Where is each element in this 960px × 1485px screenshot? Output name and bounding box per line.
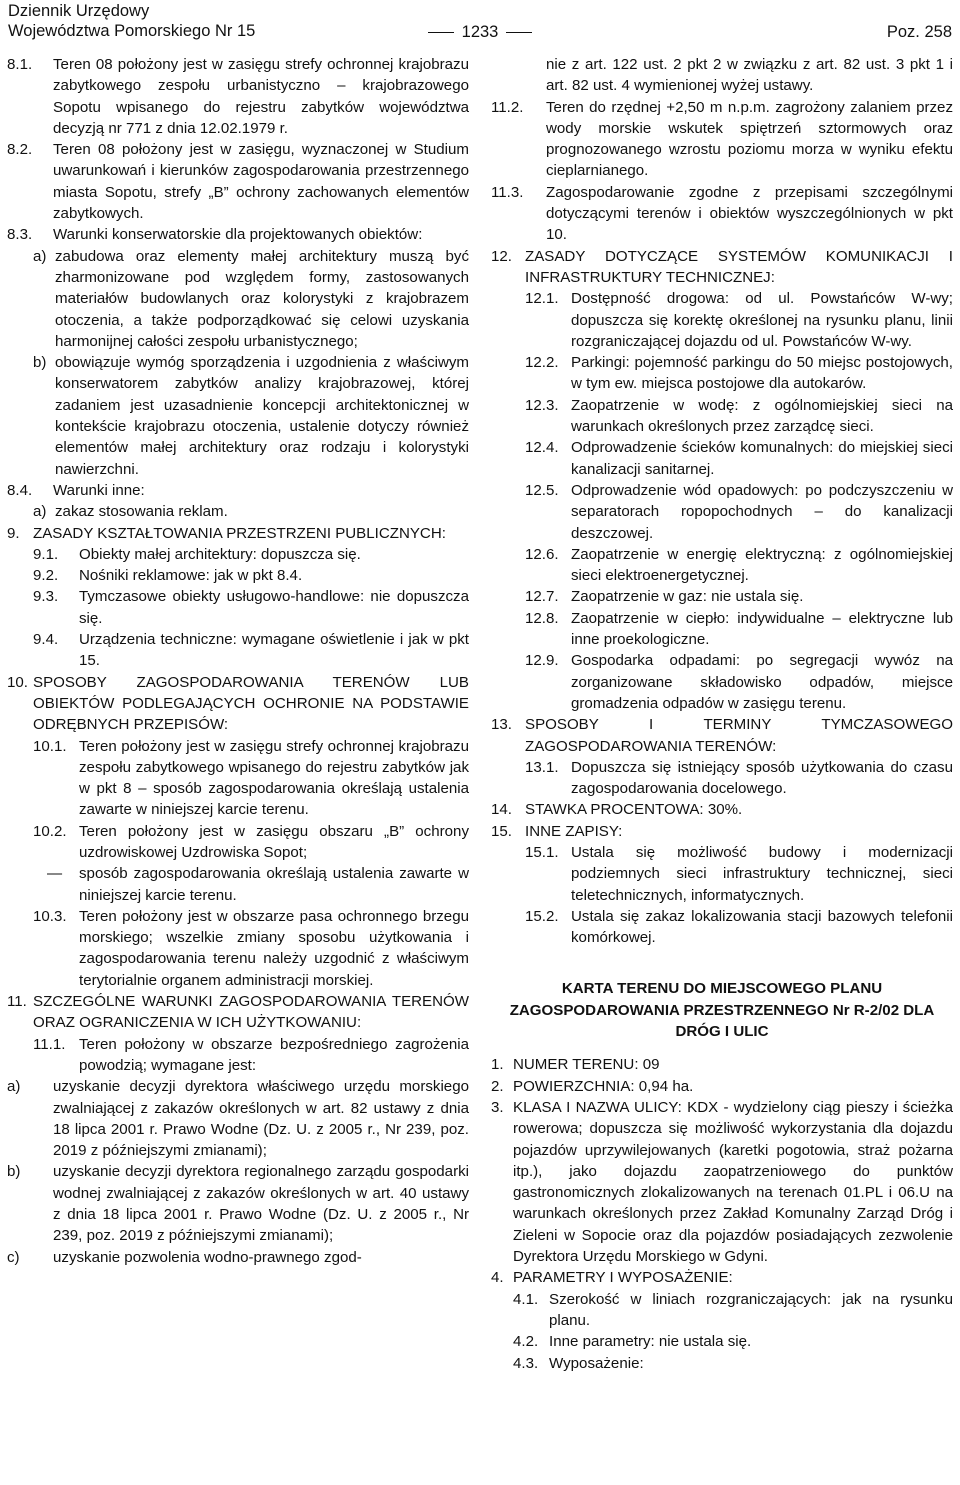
- paragraph-15-2: 15.2. Ustala się zakaz lokalizowania stacji bazowych telefonii komórkowej.: [525, 907, 953, 947]
- paragraph-12-5: 12.5. Odprowadzenie wód opadowych: po podczyszczeniu w separatorach ropopochodnych – do kanalizacji deszczowej.: [525, 481, 953, 542]
- paragraph-8-3-b: b) obowiązuje wymóg sporządzenia i uzgodnienia z właściwym konserwatorem zabytków analizy krajobrazowej, której zadaniem jest uzasadnienie koncepcji architektonicznej w kontekście krajobrazu otoczenia, ustalenie dotyczy również elementów małej architektury oraz rodzaju i kolorystyki nawierzchni.: [33, 354, 469, 478]
- card-item-1: 1. NUMER TERENU: 09: [491, 1056, 660, 1074]
- paragraph-9-2: 9.2. Nośniki reklamowe: jak w pkt 8.4.: [33, 567, 303, 585]
- card-item-3: 3. KLASA I NAZWA ULICY: KDX - wydzielony ciąg pieszy i ścieżka rowerowa; dopuszcza się możliwość wykorzystania dla dojazdu pojazdów uprzywilejowanych (karetki pogotowia, straż pożarna itp.), jako dojazdu zaopatrzeniowego do punktów gastronomicznych zlokalizowanych na terenach 01.PL i 06.U na warunkach określonych przez Zakład Komunalny Zarząd Dróg i Zieleni w Sopocie oraz dla pojazdów posiadających zezwolenie Dyrektora Urzędu Morskiego w Gdyni.: [491, 1098, 953, 1266]
- paragraph-8-3-a: a) zabudowa oraz elementy małej architektury muszą być zharmonizowane pod względem formy, zastosowanych materiałów budowlanych oraz kolorystyki z krajobrazem otoczenia, a także podporządkować się celowi uzyskania harmonijnej całości zespołu urbanistycznego;: [33, 247, 469, 350]
- card-title: KARTA TERENU DO MIEJSCOWEGO PLANU ZAGOSPODAROWANIA PRZESTRZENNEGO Nr R-2/02 DLA DRÓG I ULIC: [509, 980, 935, 1041]
- section-12: 12. ZASADY DOTYCZĄCE SYSTEMÓW KOMUNIKACJI I INFRASTRUKTURY TECHNICZNEJ:: [491, 247, 953, 286]
- paragraph-11-1: 11.1. Teren położony w obszarze bezpośredniego zagrożenia powodzią; wymagane jest:: [33, 1035, 469, 1074]
- paragraph-8-3: 8.3. Warunki konserwatorskie dla projektowanych obiektów:: [7, 226, 423, 244]
- page-header: [0, 0, 960, 50]
- section-13: 13. SPOSOBY I TERMINY TYMCZASOWEGO ZAGOSPODAROWANIA TERENÓW:: [491, 716, 953, 755]
- publication-name: Dziennik Urzędowy: [8, 2, 150, 20]
- paragraph-11-2: 11.2. Teren do rzędnej +2,50 m n.p.m. zagrożony zalaniem przez wody morskie wskutek spiętrzeń sztormowych oraz prognozowanego wzrostu poziomu morza w wyniku efektu cieplarnianego.: [491, 98, 953, 180]
- paragraph-12-4: 12.4. Odprowadzenie ścieków komunalnych: do miejskiej sieci kanalizacji sanitarnej.: [525, 439, 953, 478]
- paragraph-8-1: 8.1. Teren 08 położony jest w zasięgu strefy ochronnej krajobrazu zabytkowego zespołu urbanistyczno – krajobrazowego Sopotu wpisanego do rejestru zabytków województwa decyzją nr 771 z dnia 12.02.1979 r.: [7, 56, 469, 137]
- section-10: 10. SPOSOBY ZAGOSPODAROWANIA TERENÓW LUB OBIEKTÓW PODLEGAJĄCYCH OCHRONIE NA PODSTAWIE ODRĘBNYCH PRZEPISÓW:: [7, 673, 469, 734]
- paragraph-11-1-b: b) uzyskanie decyzji dyrektora regionalnego zarządu gospodarki wodnej zwalniającej z zakazów określonych w art. 40 ustawy z dnia 18 lipca 2001 r. Prawo Wodne (Dz. U. z 2005 r., Nr 239, poz. 2019 z późniejszymi zmianami);: [7, 1163, 469, 1245]
- section-9: 9. ZASADY KSZTAŁTOWANIA PRZESTRZENI PUBLICZNYCH:: [7, 524, 446, 542]
- paragraph-12-1: 12.1. Dostępność drogowa: od ul. Powstańców W-wy; dopuszcza się korektę określonej na rysunku planu, linii rozgraniczającej dojazdu od ul. Powstańców W-wy.: [525, 290, 953, 350]
- paragraph-12-9: 12.9. Gospodarka odpadami: po segregacji wywóz na zorganizowane składowisko odpadów, miejsce gromadzenia odpadów w zasięgu terenu.: [525, 652, 953, 712]
- paragraph-8-4-a: a) zakaz stosowania reklam.: [33, 503, 228, 521]
- card-item-4: 4. PARAMETRY I WYPOSAŻENIE:: [491, 1269, 733, 1287]
- paragraph-8-2: 8.2. Teren 08 położony jest w zasięgu, wyznaczonej w Studium uwarunkowań i kierunków zagospodarowania przestrzennego miasta Sopotu, strefy „B” ochrony zachowanych elementów zabytkowych.: [7, 141, 469, 223]
- paragraph-12-6: 12.6. Zaopatrzenie w energię elektryczną: z ogólnomiejskiej sieci elektroenergetycznej.: [525, 545, 953, 585]
- paragraph-10-2: 10.2. Teren położony jest w zasięgu obszaru „B” ochrony uzdrowiskowej Uzdrowiska Sopot;: [33, 822, 469, 861]
- paragraph-10-2-dash: — sposób zagospodarowania określają ustalenia zawarte w niniejszej karcie terenu.: [47, 865, 469, 904]
- card-item-4-1: 4.1. Szerokość w liniach rozgraniczających: jak na rysunku planu.: [513, 1290, 953, 1329]
- paragraph-11-3: 11.3. Zagospodarowanie zgodne z przepisami szczególnymi dotyczącymi terenów i obiektów wyszczególnionych w pkt 10.: [491, 183, 953, 244]
- paragraph-10-3: 10.3. Teren położony jest w obszarze pasa ochronnego brzegu morskiego; wszelkie zmiany sposobu użytkowania i zagospodarowania terenu należy uzgodnić z właściwym terytorialnie organem administracji morskiej.: [33, 907, 469, 989]
- paragraph-12-2: 12.2. Parkingi: pojemność parkingu do 50 miejsc postojowych, w tym ew. miejsca postojowe dla autokarów.: [525, 354, 953, 393]
- section-15: 15. INNE ZAPISY:: [491, 822, 623, 840]
- paragraph-10-1: 10.1. Teren położony jest w zasięgu strefy ochronnej krajobrazu zespołu zabytkowego wpisanego do rejestru zabytków jak w pkt 8 – sposób zagospodarowania określają ustalenia zawarte w niniejszej karcie terenu.: [33, 737, 469, 819]
- paragraph-12-8: 12.8. Zaopatrzenie w ciepło: indywidualne – elektryczne lub inne proekologiczne.: [525, 609, 953, 649]
- position-number: Poz. 258: [886, 23, 952, 41]
- paragraph-11-1-c: c) uzyskanie pozwolenia wodno-prawnego zgod-: [7, 1248, 362, 1266]
- card-item-2: 2. POWIERZCHNIA: 0,94 ha.: [491, 1077, 694, 1095]
- paragraph-11-1-a: a) uzyskanie decyzji dyrektora właściwego urzędu morskiego zwalniającej z zakazów określonych w art. 82 ustawy z dnia 18 lipca 2001 r. Prawo Wodne (Dz. U. z 2005 r., Nr 239, poz. 2019 z późniejszymi zmianami);: [7, 1078, 469, 1160]
- section-14: 14. STAWKA PROCENTOWA: 30%.: [491, 801, 743, 819]
- paragraph-12-3: 12.3. Zaopatrzenie w wodę: z ogólnomiejskiej sieci na warunkach określonych przez zarządcę sieci.: [525, 396, 953, 436]
- paragraph-8-4: 8.4. Warunki inne:: [7, 481, 145, 499]
- section-11: 11. SZCZEGÓLNE WARUNKI ZAGOSPODAROWANIA TERENÓW ORAZ OGRANICZENIA W ICH UŻYTKOWANIU:: [7, 993, 469, 1032]
- paragraph-11-1-c-continued: nie z art. 122 ust. 2 pkt 2 w związku z art. 82 ust. 3 pkt 1 i art. 82 ust. 4 wymienionej wyżej ustawy.: [546, 56, 953, 95]
- left-column: [7, 54, 469, 1268]
- paragraph-13-1: 13.1. Dopuszcza się istniejący sposób użytkowania do czasu zagospodarowania docelowego.: [525, 758, 953, 798]
- paragraph-9-4: 9.4. Urządzenia techniczne: wymagane oświetlenie i jak w pkt 15.: [33, 631, 469, 670]
- paragraph-9-3: 9.3. Tymczasowe obiekty usługowo-handlowe: nie dopuszcza się.: [33, 588, 469, 627]
- card-item-4-2: 4.2. Inne parametry: nie ustala się.: [513, 1333, 752, 1351]
- card-item-4-3: 4.3. Wyposażenie:: [513, 1354, 644, 1372]
- page-number: 1233: [0, 22, 960, 42]
- publication-region: Województwa Pomorskiego Nr 15: [8, 22, 256, 40]
- paragraph-12-7: 12.7. Zaopatrzenie w gaz: nie ustala się.: [525, 588, 804, 606]
- right-column: [491, 54, 953, 1374]
- paragraph-15-1: 15.1. Ustala się możliwość budowy i modernizacji podziemnych sieci infrastruktury technicznej, sieci teletechnicznych, informatycznych.: [525, 843, 953, 904]
- paragraph-9-1: 9.1. Obiekty małej architektury: dopuszcza się.: [33, 545, 361, 563]
